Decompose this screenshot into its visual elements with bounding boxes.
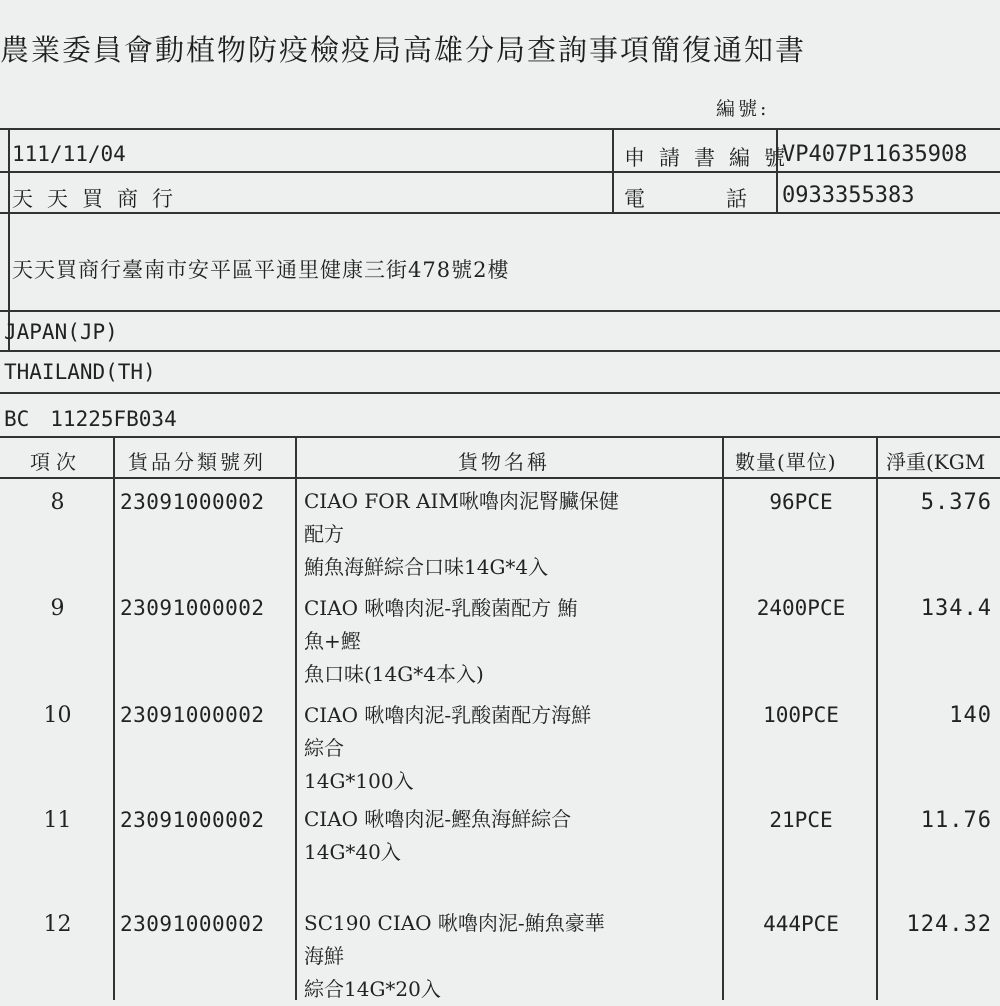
applicant-name: 天天買商行 <box>12 187 187 211</box>
goods-name-line: 綜合 <box>304 736 344 760</box>
table-row-weight: 5.376 <box>920 490 992 515</box>
column-header-goods-name: 貨物名稱 <box>458 450 550 474</box>
rule <box>0 350 1000 352</box>
goods-name-line: 14G*40入 <box>304 840 401 864</box>
rule <box>0 392 1000 394</box>
goods-name-line: CIAO 啾嚕肉泥-乳酸菌配方 鮪 <box>304 596 578 620</box>
table-row-weight: 134.4 <box>920 596 992 621</box>
export-country: THAILAND(TH) <box>4 360 156 384</box>
table-row-code: 23091000002 <box>120 490 265 514</box>
goods-name-line: 綜合14G*20入 <box>304 977 441 1001</box>
phone-value: 0933355383 <box>782 183 915 208</box>
table-row-code: 23091000002 <box>120 808 265 832</box>
table-row-goods-name <box>304 907 724 1006</box>
goods-name-line: SC190 CIAO 啾嚕肉泥-鮪魚豪華 <box>304 911 605 935</box>
rule <box>8 128 10 350</box>
date-value: 111/11/04 <box>12 142 126 166</box>
rule <box>0 436 1000 438</box>
table-row-code: 23091000002 <box>120 596 265 620</box>
goods-name-line: 鮪魚海鮮綜合口味14G*4入 <box>304 555 549 579</box>
column-header-net-weight: 淨重(KGM <box>886 450 986 474</box>
table-row-goods-name <box>304 803 724 869</box>
goods-name-line: CIAO FOR AIM啾嚕肉泥腎臟保健 <box>304 489 619 513</box>
rule <box>295 436 297 1000</box>
table-row-goods-name <box>304 592 724 691</box>
table-row-code: 23091000002 <box>120 912 265 936</box>
rule <box>612 128 614 212</box>
table-row-code: 23091000002 <box>120 703 265 727</box>
rule <box>0 128 1000 130</box>
table-row-quantity: 444PCE <box>763 912 839 936</box>
goods-name-line: 海鮮 <box>304 944 344 968</box>
rule <box>876 436 878 1000</box>
rule <box>0 171 1000 173</box>
application-number-value: VP407P11635908 <box>782 142 968 167</box>
table-row-weight: 124.32 <box>906 912 992 937</box>
goods-name-line: 魚口味(14G*4本入) <box>304 662 484 686</box>
origin-country: JAPAN(JP) <box>4 320 118 344</box>
application-number-label: 申請書編號 <box>624 146 799 170</box>
goods-name-line: CIAO 啾嚕肉泥-鰹魚海鮮綜合 <box>304 807 572 831</box>
column-header-quantity: 數量(單位) <box>735 450 837 474</box>
column-header-code: 貨品分類號列 <box>128 450 266 474</box>
document-title: 農業委員會動植物防疫檢疫局高雄分局查詢事項簡復通知書 <box>0 33 807 67</box>
table-row-goods-name <box>304 699 724 798</box>
document-number-label: 編號: <box>716 98 770 120</box>
table-row-index: 12 <box>43 912 72 937</box>
rule <box>0 477 1000 479</box>
table-row-index: 8 <box>50 490 65 515</box>
column-header-index: 項次 <box>30 450 82 474</box>
table-row-quantity: 96PCE <box>769 490 833 514</box>
goods-name-line: CIAO 啾嚕肉泥-乳酸菌配方海鮮 <box>304 703 592 727</box>
address-value: 天天買商行臺南市安平區平通里健康三街478號2樓 <box>12 258 510 282</box>
bc-number: BC 11225FB034 <box>4 407 177 431</box>
goods-name-line: 魚+鰹 <box>304 629 361 653</box>
table-row-quantity: 21PCE <box>769 808 833 832</box>
table-row-quantity: 2400PCE <box>756 596 846 620</box>
goods-name-line: 14G*100入 <box>304 769 414 793</box>
table-row-weight: 140 <box>949 703 992 728</box>
goods-name-line: 配方 <box>304 522 344 546</box>
phone-label: 電 話 <box>624 187 777 211</box>
rule <box>0 310 1000 312</box>
table-row-goods-name <box>304 485 724 584</box>
table-row-index: 9 <box>50 596 65 621</box>
table-row-quantity: 100PCE <box>763 703 839 727</box>
table-row-index: 11 <box>43 808 72 833</box>
table-row-index: 10 <box>43 703 72 728</box>
table-row-weight: 11.76 <box>920 808 992 833</box>
